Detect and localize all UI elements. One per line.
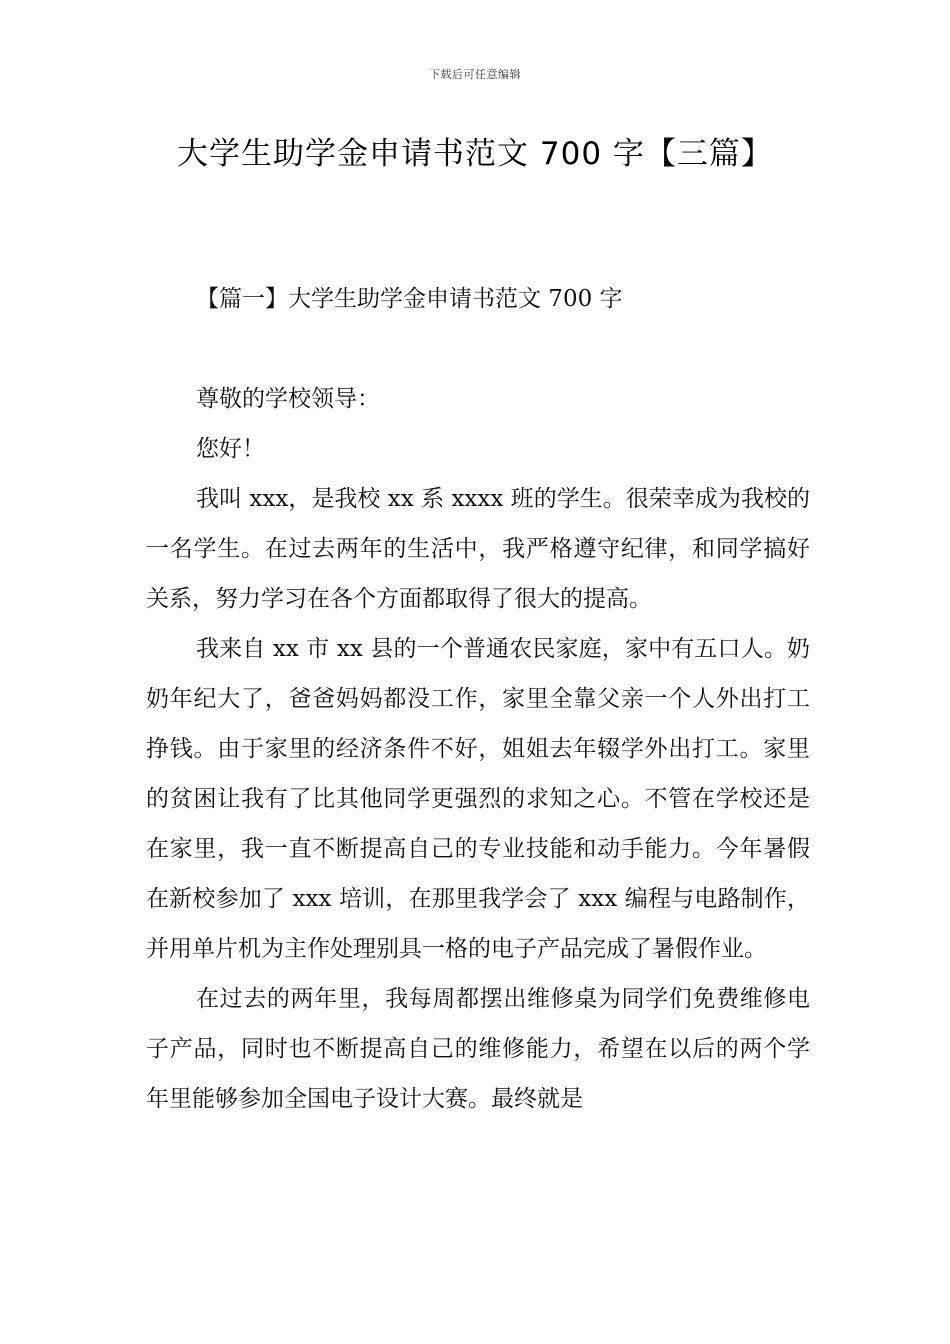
greeting: 您好！ [196,436,265,462]
header-note: 下载后可任意编辑 [429,68,521,81]
document-title: 大学生助学金申请书范文 700 字【三篇】 [177,136,773,172]
body-paragraph: 在过去的两年里，我每周都摆出维修桌为同学们免费维修电子产品，同时也不断提高自己的维修能力，希望在以后的两个学年里能够参加全国电子设计大赛。最终就是 [146,986,810,1112]
body-paragraph: 我叫 xxx，是我校 xx 系 xxxx 班的学生。很荣幸成为我校的一名学生。在过去两年的生活中，我严格遵守纪律，和同学搞好关系，努力学习在各个方面都取得了很大的提高。 [146,486,810,612]
letter-body [146,374,810,1124]
section-heading: 【篇一】大学生助学金申请书范文 700 字 [196,286,623,312]
salutation: 尊敬的学校领导： [196,386,380,412]
body-paragraph: 我来自 xx 市 xx 县的一个普通农民家庭，家中有五口人。奶奶年纪大了，爸爸妈妈都没工作，家里全靠父亲一个人外出打工挣钱。由于家里的经济条件不好，姐姐去年辍学外出打工。家里的贫困让我有了比其他同学更强烈的求知之心。不管在学校还是在家里，我一直不断提高自己的专业技能和动手能力。今年暑假在新校参加了 xxx 培训，在那里我学会了 xxx 编程与电路制作，并用单片机为主作处理别具一格的电子产品完成了暑假作业。 [146,636,810,962]
